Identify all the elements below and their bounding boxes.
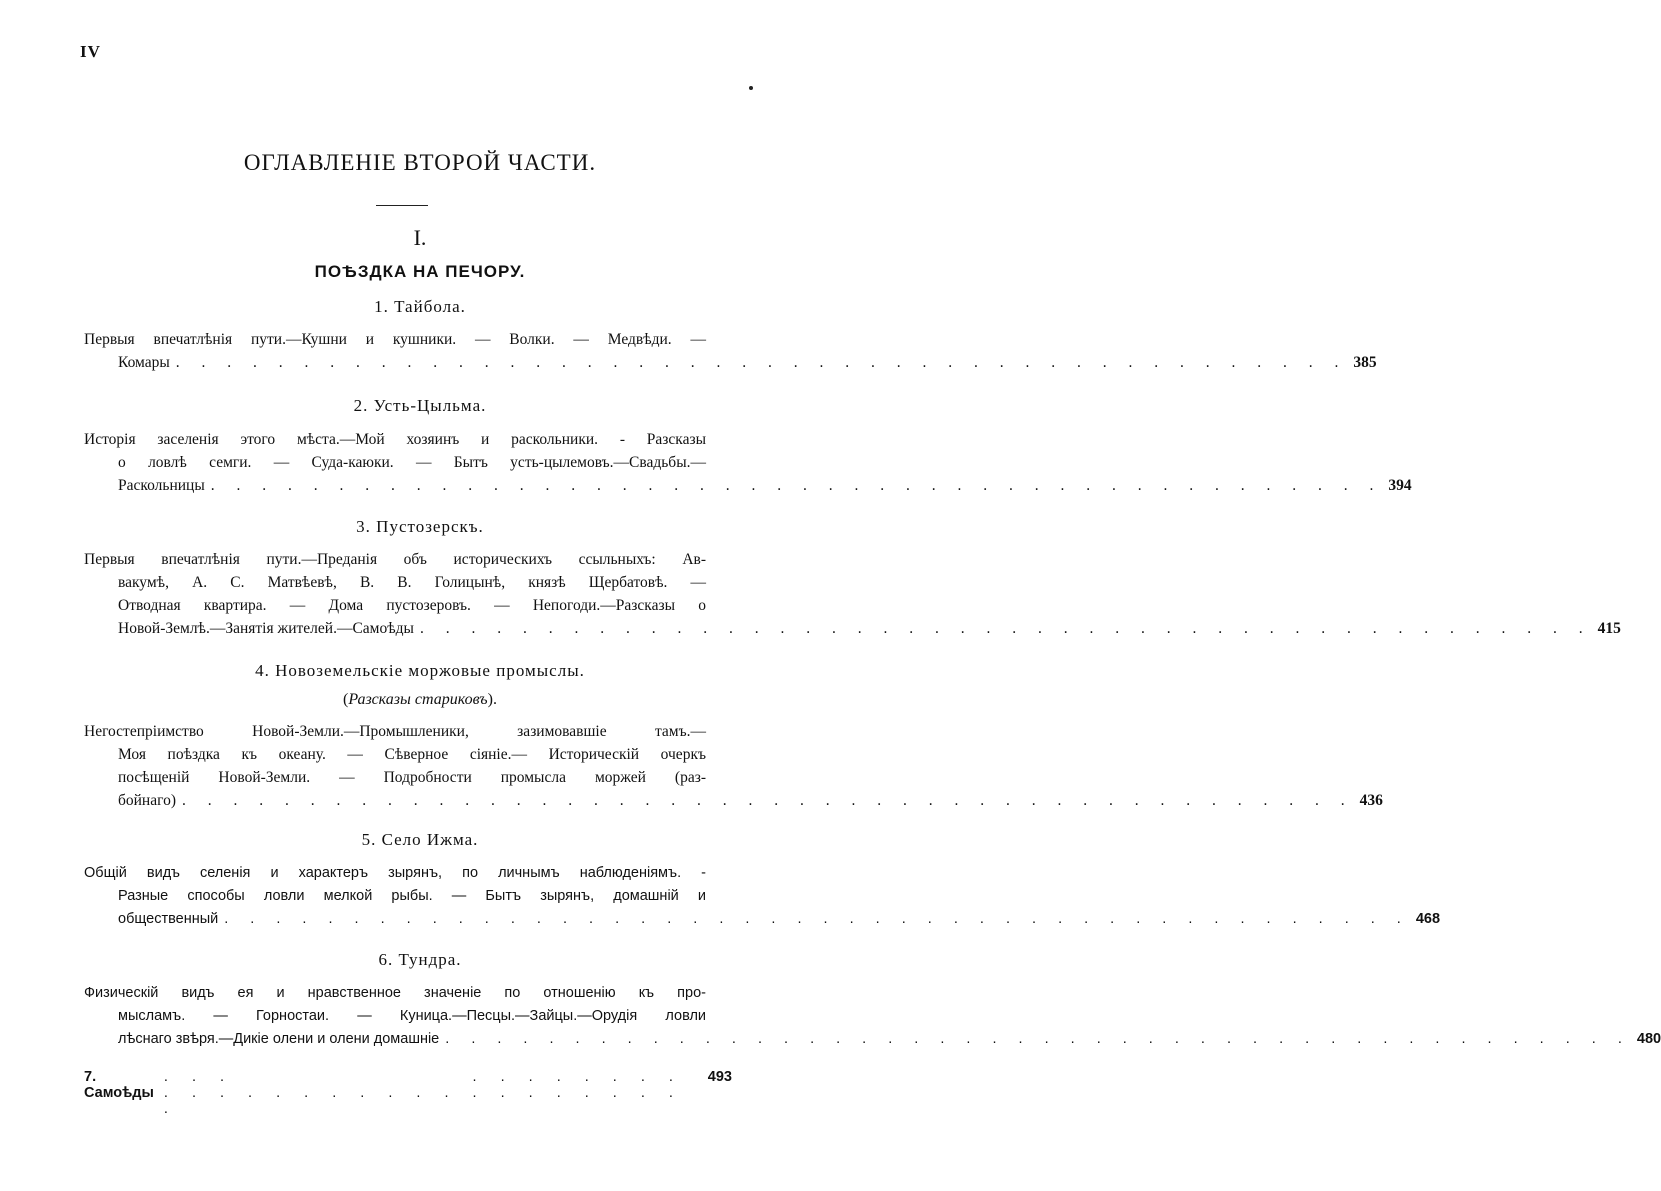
toc-entry-final: [84, 1069, 732, 1117]
entry-line: Общій видъ селенія и характеръ зырянъ, по личнымъ наблюденіямъ. -: [84, 865, 706, 881]
entry-text: лѣснаго звѣря.—Дикіе олени и олени домашніе: [118, 1031, 440, 1047]
section-heading: 6. Тундра.: [378, 950, 462, 969]
entry-last-line: [84, 474, 1412, 497]
section-heading: 1. Тайбола.: [374, 297, 466, 316]
entry-line: вакумѣ, А. С. Матвѣевѣ, В. В. Голицынѣ, князѣ Щербатовѣ. —: [118, 574, 706, 591]
entry-line: Негостепріимство Новой-Земли.—Промышленики, зазимовавшіе тамъ.—: [84, 723, 706, 740]
dot-leader: . . . . . . . . . . . . . . . . . . . . . . . . . . . . . . . . . . . . . . . . . . . . . .: [182, 792, 1354, 809]
entry-line: о ловлѣ семги. — Суда-каюки. — Бытъ усть-цылемовъ.—Свадьбы.—: [118, 454, 706, 471]
dot-leader: . . . . . . . . . . . . . . . . . . . . . . . . . . . . . . . . . . . . . . . . . . . . . .: [175, 354, 1348, 371]
section-subheading: (Разсказы стариковъ).: [343, 691, 497, 708]
toc-entry: [84, 720, 1383, 812]
dot-leader: . . . . . . . . . . . . . . . . . . . . . . . . . . . . . . .: [163, 1069, 683, 1117]
entry-text: Раскольницы: [118, 477, 205, 494]
entry-line: Первыя впечатлѣнія пути.—Кушни и кушники. — Волки. — Медвѣди. —: [84, 331, 706, 348]
page-ref: 385: [1353, 354, 1377, 371]
page-ref: 493: [707, 1069, 732, 1085]
section-heading: 2. Усть-Цыльма.: [353, 396, 487, 415]
section-heading: 3. Пустозерскъ.: [356, 517, 484, 536]
entry-last-line: [84, 908, 1441, 931]
page-number: IV: [80, 42, 101, 61]
part-title: ПОѢЗДКА НА ПЕЧОРУ.: [314, 262, 526, 281]
part-number: I.: [413, 225, 427, 250]
entry-text: общественный: [118, 911, 219, 927]
entry-line: мысламъ. — Горностаи. — Куница.—Песцы.—Зайцы.—Орудія ловли: [118, 1008, 706, 1024]
section-heading: 4. Новоземельскіе моржовые промыслы.: [255, 661, 585, 680]
page-ref: 480: [1636, 1031, 1661, 1047]
entry-line: Моя поѣздка къ океану. — Сѣверное сіяніе.— Историческій очеркъ: [118, 746, 706, 763]
toc-entry: [84, 328, 1377, 374]
entry-last-line: [84, 789, 1383, 812]
entry-line: Первыя впечатлѣнія пути.—Преданія объ историческихъ ссыльныхъ: Ав-: [84, 551, 706, 568]
entry-line: Физическій видъ ея и нравственное значеніе по отношенію къ про-: [84, 985, 706, 1001]
dot-leader: . . . . . . . . . . . . . . . . . . . . . . . . . . . . . . . . . . . . . . . . . . . . . .: [210, 477, 1383, 494]
entry-text: 7. Самоѣды: [84, 1069, 154, 1101]
page-ref: 436: [1359, 792, 1383, 809]
entry-line: Исторія заселенія этого мѣста.—Мой хозяинъ и раскольники. - Разсказы: [84, 431, 706, 448]
entry-text: бойнаго): [118, 792, 176, 809]
page-ref: 415: [1597, 620, 1621, 637]
dot-leader: . . . . . . . . . . . . . . . . . . . . . . . . . . . . . . . . . . . . . . . . . . . . . .: [445, 1031, 1631, 1047]
toc-entry: [84, 982, 1661, 1051]
entry-last-line: [84, 351, 1377, 374]
toc-entry: [84, 862, 1441, 931]
page-ref: 468: [1415, 911, 1441, 927]
entry-last-line: [84, 1028, 1661, 1051]
entry-line: посѣщеній Новой-Земли. — Подробности промысла моржей (раз-: [118, 769, 706, 786]
dot-leader: . . . . . . . . . . . . . . . . . . . . . . . . . . . . . . . . . . . . . . . . . . . . . .: [224, 911, 1410, 927]
entry-last-line: [84, 617, 1621, 640]
entry-line: Разные способы ловли мелкой рыбы. — Бытъ зырянъ, домашній и: [118, 888, 706, 904]
dot-leader: . . . . . . . . . . . . . . . . . . . . . . . . . . . . . . . . . . . . . . . . . . . . . .: [419, 620, 1592, 637]
toc-entry: [84, 548, 1621, 640]
subheading-text: Разсказы стариковъ: [348, 691, 488, 708]
entry-line: Отводная квартира. — Дома пустозеровъ. — Непогоди.—Разсказы о: [118, 597, 706, 614]
section-heading: 5. Село Ижма.: [361, 830, 479, 849]
page-ref: 394: [1388, 477, 1412, 494]
contents-title: ОГЛАВЛЕНІЕ ВТОРОЙ ЧАСТИ.: [243, 150, 597, 175]
entry-text: Новой-Землѣ.—Занятія жителей.—Самоѣды: [118, 620, 414, 637]
title-rule: [376, 205, 428, 206]
entry-text: Комары: [118, 354, 170, 371]
toc-entry: [84, 428, 1412, 497]
ink-speck: [749, 86, 753, 90]
